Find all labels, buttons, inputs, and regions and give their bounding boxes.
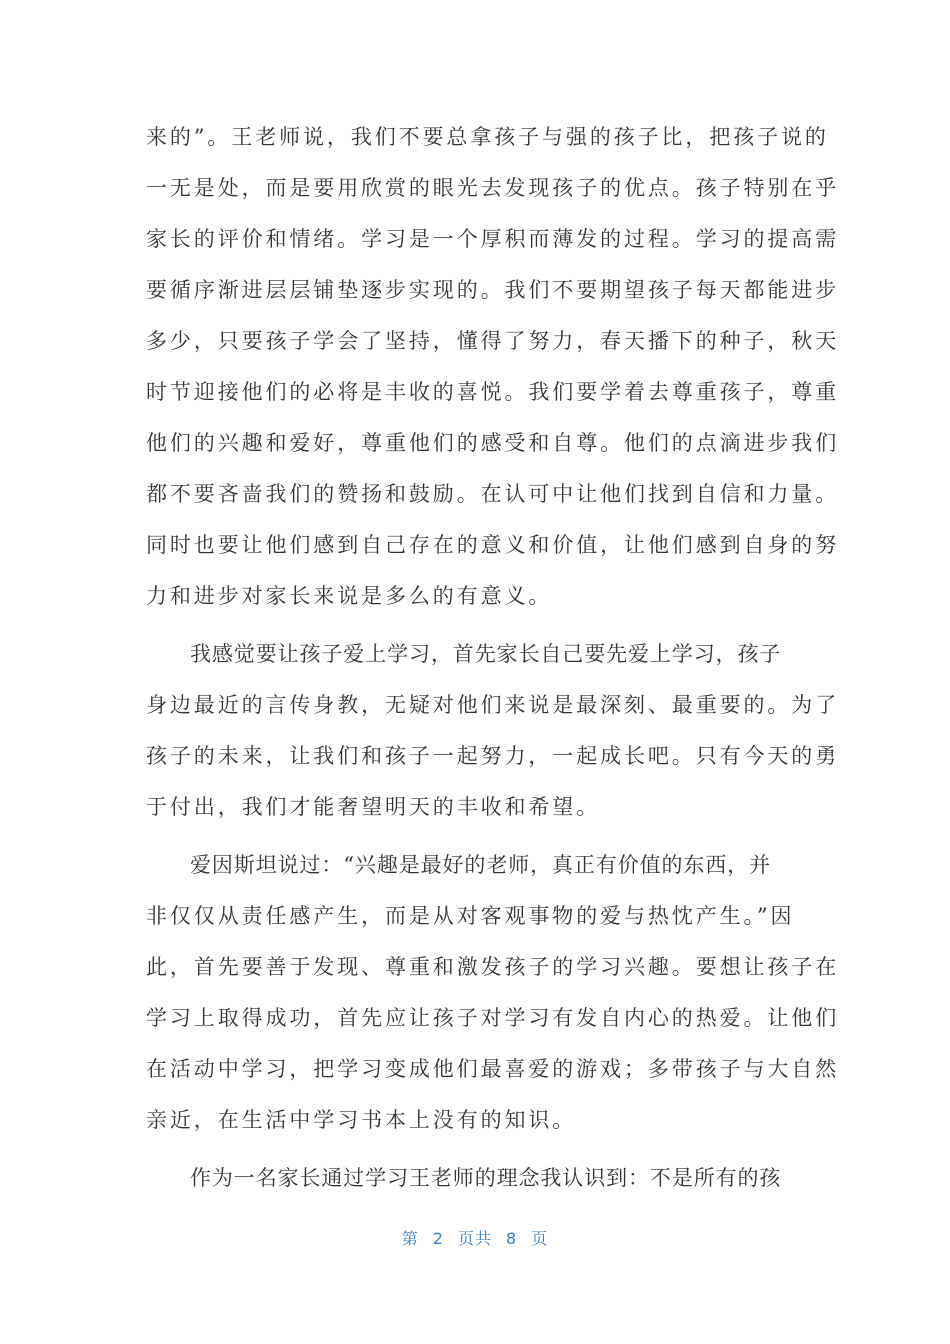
footer-middle: 页共 — [457, 1229, 492, 1248]
text-line: 此，首先要善于发现、尊重和激发孩子的学习兴趣。要想让孩子在 — [146, 955, 840, 979]
paragraph-gap — [146, 622, 796, 629]
footer-total-pages: 8 — [506, 1229, 518, 1248]
text-line: 同时也要让他们感到自己存在的意义和价值，让他们感到自身的努 — [146, 533, 840, 557]
text-line: 作为一名家长通过学习王老师的理念我认识到：不是所有的孩 — [190, 1166, 782, 1190]
paragraph-2 — [146, 629, 840, 833]
paragraph-4 — [146, 1153, 796, 1204]
text-line: 非仅仅从责任感产生，而是从对客观事物的爱与热忱产生。”因 — [146, 904, 795, 928]
paragraph-gap — [146, 1146, 796, 1153]
paragraph-3 — [146, 840, 840, 1146]
text-line: 爱因斯坦说过：“兴趣是最好的老师，真正有价值的东西，并 — [190, 853, 772, 877]
footer-current-page: 2 — [432, 1229, 444, 1248]
text-line: 多少，只要孩子学会了坚持，懂得了努力，春天播下的种子，秋天 — [146, 329, 840, 353]
document-body — [146, 112, 840, 1204]
text-line: 我感觉要让孩子爱上学习，首先家长自己要先爱上学习，孩子 — [190, 642, 782, 666]
text-line: 亲近，在生活中学习书本上没有的知识。 — [146, 1108, 577, 1132]
footer-prefix: 第 — [401, 1229, 419, 1248]
text-line: 都不要吝啬我们的赞扬和鼓励。在认可中让他们找到自信和力量。 — [146, 482, 840, 506]
text-line: 一无是处，而是要用欣赏的眼光去发现孩子的优点。孩子特别在乎 — [146, 176, 840, 200]
text-line: 家长的评价和情绪。学习是一个厚积而薄发的过程。学习的提高需 — [146, 227, 840, 251]
text-line: 他们的兴趣和爱好，尊重他们的感受和自尊。他们的点滴进步我们 — [146, 431, 840, 455]
page-footer — [0, 1226, 950, 1249]
paragraph-gap — [146, 833, 796, 840]
paragraph-1 — [146, 112, 840, 622]
text-line: 身边最近的言传身教，无疑对他们来说是最深刻、最重要的。为了 — [146, 693, 840, 717]
text-line: 要循序渐进层层铺垫逐步实现的。我们不要期望孩子每天都能进步 — [146, 278, 840, 302]
text-line: 力和进步对家长来说是多么的有意义。 — [146, 584, 553, 608]
text-line: 孩子的未来，让我们和孩子一起努力，一起成长吧。只有今天的勇 — [146, 744, 840, 768]
text-line: 来的”。王老师说，我们不要总拿孩子与强的孩子比，把孩子说的 — [146, 125, 829, 149]
text-line: 学习上取得成功，首先应让孩子对学习有发自内心的热爱。让他们 — [146, 1006, 840, 1030]
footer-suffix: 页 — [531, 1229, 549, 1248]
text-line: 时节迎接他们的必将是丰收的喜悦。我们要学着去尊重孩子，尊重 — [146, 380, 840, 404]
text-line: 于付出，我们才能奢望明天的丰收和希望。 — [146, 795, 601, 819]
text-line: 在活动中学习，把学习变成他们最喜爱的游戏；多带孩子与大自然 — [146, 1057, 840, 1081]
